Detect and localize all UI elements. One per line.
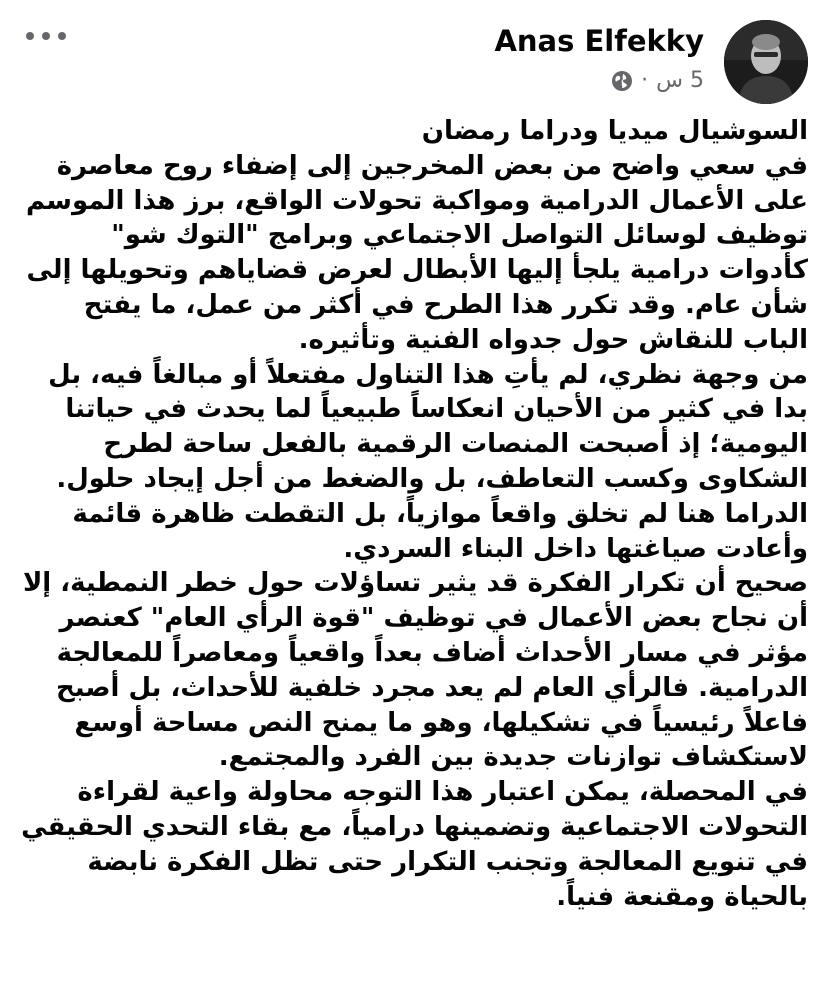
post-paragraph: من وجهة نظري، لم يأتِ هذا التناول مفتعلاً أو مبالغاً فيه، بل بدا في كثير من الأحيان انعكاساً طبيعياً لما يحدث في حياتنا اليومية؛ إذ أصبحت المنصات الرقمية بالفعل ساحة لطرح الشكاوى وكسب التعاطف، بل والضغط من أجل إيجاد حلول. الدراما هنا لم تخلق واقعاً موازياً، بل التقطت ظاهرة قائمة وأعادت صياغتها داخل البناء السردي. [48,359,808,564]
author-name[interactable]: Anas Elfekky [494,24,704,58]
more-options-icon[interactable] [26,26,66,46]
post-meta [611,68,704,93]
globe-icon-svg [611,70,633,92]
post-body [14,114,808,914]
post-timestamp[interactable]: 5 س [656,68,704,93]
meta-separator: · [641,68,649,93]
post-header [16,14,808,104]
avatar[interactable] [724,20,808,104]
post-paragraph: في سعي واضح من بعض المخرجين إلى إضفاء روح معاصرة على الأعمال الدرامية ومواكبة تحولات الواقع، برز هذا الموسم توظيف لوسائل التواصل الاجتماعي وبرامج "التوك شو" كأدوات درامية يلجأ إليها الأبطال لعرض قضاياهم وتحويلها إلى شأن عام. وقد تكرر هذا الطرح في أكثر من عمل، ما يفتح الباب للنقاش حول جدواه الفنية وتأثيره. [26,150,808,355]
globe-icon[interactable] [611,70,633,92]
post-paragraph: صحيح أن تكرار الفكرة قد يثير تساؤلات حول خطر النمطية، إلا أن نجاح بعض الأعمال في توظيف "قوة الرأي العام" كعنصر مؤثر في مسار الأحداث أضاف بعداً واقعياً ومعاصراً للمعالجة الدرامية. فالرأي العام لم يعد مجرد خلفية للأحداث، بل أصبح فاعلاً رئيسياً في تشكيلها، وهو ما يمنح النص مساحة أوسع لاستكشاف توازنات جديدة بين الفرد والمجتمع. [22,568,808,773]
more-dot [58,32,66,40]
avatar-photo [724,20,808,104]
more-dot [26,32,34,40]
post-paragraph: في المحصلة، يمكن اعتبار هذا التوجه محاولة واعية لقراءة التحولات الاجتماعية وتضمينها درامياً، مع بقاء التحدي الحقيقي في تنويع المعالجة وتجنب التكرار حتى تظل الفكرة نابضة بالحياة ومقنعة فنياً. [21,777,808,912]
more-dot [42,32,50,40]
post-title: السوشيال ميديا ودراما رمضان [421,116,808,146]
